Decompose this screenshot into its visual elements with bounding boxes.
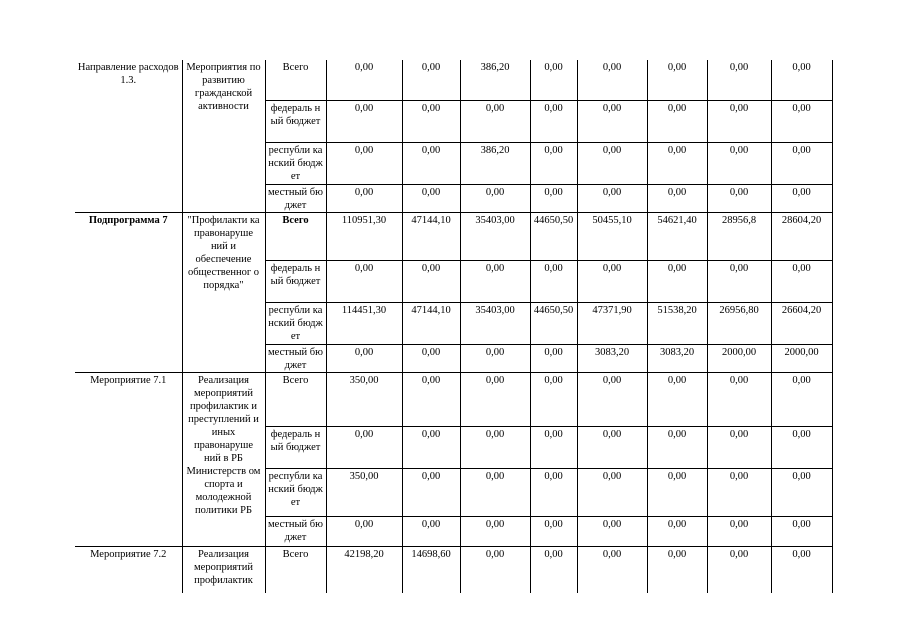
- value-cell: 0,00: [647, 426, 707, 468]
- value-cell: 0,00: [707, 260, 771, 302]
- value-cell: 0,00: [326, 344, 402, 372]
- value-cell: 0,00: [460, 260, 530, 302]
- funding-source: федераль ный бюджет: [265, 100, 326, 142]
- program-description: Реализация мероприятий профилактик и преступлений и иных правонаруше ний в РБ Министерств ом спорта и молодежной политики РБ: [182, 372, 265, 546]
- funding-source: Всего: [265, 546, 326, 593]
- program-description: "Профилакти ка правонаруше ний и обеспечение общественног о порядка": [182, 212, 265, 372]
- value-cell: 0,00: [577, 516, 647, 546]
- value-cell: 0,00: [647, 142, 707, 184]
- value-cell: 110951,30: [326, 212, 402, 260]
- value-cell: 47371,90: [577, 302, 647, 344]
- value-cell: 386,20: [460, 60, 530, 100]
- value-cell: 0,00: [530, 426, 577, 468]
- value-cell: 42198,20: [326, 546, 402, 593]
- value-cell: 0,00: [707, 516, 771, 546]
- program-name: Подпрограмма 7: [75, 212, 182, 372]
- value-cell: 0,00: [402, 60, 460, 100]
- value-cell: 0,00: [530, 100, 577, 142]
- value-cell: 0,00: [647, 546, 707, 593]
- funding-source: Всего: [265, 212, 326, 260]
- value-cell: 2000,00: [707, 344, 771, 372]
- program-name: Мероприятие 7.1: [75, 372, 182, 546]
- value-cell: 3083,20: [577, 344, 647, 372]
- value-cell: 0,00: [326, 260, 402, 302]
- funding-source: местный бюджет: [265, 516, 326, 546]
- value-cell: 0,00: [326, 100, 402, 142]
- funding-source: федераль ный бюджет: [265, 426, 326, 468]
- value-cell: 0,00: [326, 142, 402, 184]
- value-cell: 0,00: [460, 372, 530, 426]
- funding-source: республи канский бюджет: [265, 468, 326, 516]
- value-cell: 386,20: [460, 142, 530, 184]
- value-cell: 0,00: [771, 516, 832, 546]
- value-cell: 0,00: [577, 372, 647, 426]
- value-cell: 0,00: [577, 142, 647, 184]
- value-cell: 0,00: [402, 100, 460, 142]
- table-row: [75, 372, 832, 426]
- value-cell: 0,00: [707, 468, 771, 516]
- value-cell: 0,00: [460, 468, 530, 516]
- value-cell: 26604,20: [771, 302, 832, 344]
- value-cell: 0,00: [530, 142, 577, 184]
- value-cell: 14698,60: [402, 546, 460, 593]
- value-cell: 0,00: [771, 184, 832, 212]
- budget-table: [75, 60, 833, 593]
- value-cell: 0,00: [577, 100, 647, 142]
- value-cell: 0,00: [460, 426, 530, 468]
- value-cell: 0,00: [771, 260, 832, 302]
- value-cell: 0,00: [577, 60, 647, 100]
- value-cell: 0,00: [577, 260, 647, 302]
- value-cell: 0,00: [771, 426, 832, 468]
- value-cell: 0,00: [460, 546, 530, 593]
- value-cell: 0,00: [577, 468, 647, 516]
- value-cell: 0,00: [326, 184, 402, 212]
- value-cell: 0,00: [707, 142, 771, 184]
- value-cell: 0,00: [771, 100, 832, 142]
- value-cell: 44650,50: [530, 302, 577, 344]
- program-description: Реализация мероприятий профилактик: [182, 546, 265, 593]
- value-cell: 350,00: [326, 468, 402, 516]
- value-cell: 0,00: [771, 142, 832, 184]
- value-cell: 0,00: [577, 546, 647, 593]
- table-row: [75, 212, 832, 260]
- value-cell: 0,00: [402, 184, 460, 212]
- value-cell: 0,00: [647, 184, 707, 212]
- value-cell: 28956,8: [707, 212, 771, 260]
- value-cell: 0,00: [577, 184, 647, 212]
- value-cell: 0,00: [707, 184, 771, 212]
- program-name: Мероприятие 7.2: [75, 546, 182, 593]
- program-name: Направление расходов 1.3.: [75, 60, 182, 212]
- funding-source: республи канский бюджет: [265, 302, 326, 344]
- value-cell: 0,00: [771, 372, 832, 426]
- funding-source: Всего: [265, 372, 326, 426]
- value-cell: 0,00: [326, 426, 402, 468]
- value-cell: 0,00: [647, 100, 707, 142]
- value-cell: 0,00: [402, 142, 460, 184]
- value-cell: 35403,00: [460, 302, 530, 344]
- value-cell: 0,00: [647, 516, 707, 546]
- value-cell: 0,00: [402, 372, 460, 426]
- funding-source: местный бюджет: [265, 344, 326, 372]
- value-cell: 0,00: [707, 546, 771, 593]
- value-cell: 0,00: [771, 468, 832, 516]
- table-row: [75, 546, 832, 593]
- value-cell: 0,00: [647, 372, 707, 426]
- value-cell: 0,00: [326, 516, 402, 546]
- value-cell: 0,00: [402, 344, 460, 372]
- value-cell: 0,00: [402, 516, 460, 546]
- funding-source: федераль ный бюджет: [265, 260, 326, 302]
- value-cell: 0,00: [530, 516, 577, 546]
- value-cell: 2000,00: [771, 344, 832, 372]
- value-cell: 54621,40: [647, 212, 707, 260]
- value-cell: 0,00: [530, 184, 577, 212]
- value-cell: 0,00: [707, 426, 771, 468]
- value-cell: 0,00: [402, 426, 460, 468]
- value-cell: 0,00: [771, 60, 832, 100]
- value-cell: 0,00: [771, 546, 832, 593]
- value-cell: 350,00: [326, 372, 402, 426]
- value-cell: 0,00: [460, 344, 530, 372]
- value-cell: 114451,30: [326, 302, 402, 344]
- value-cell: 0,00: [460, 516, 530, 546]
- value-cell: 0,00: [402, 260, 460, 302]
- funding-source: местный бюджет: [265, 184, 326, 212]
- funding-source: Всего: [265, 60, 326, 100]
- program-description: Мероприятия по развитию гражданской активности: [182, 60, 265, 212]
- value-cell: 0,00: [530, 372, 577, 426]
- value-cell: 51538,20: [647, 302, 707, 344]
- value-cell: 0,00: [530, 60, 577, 100]
- value-cell: 28604,20: [771, 212, 832, 260]
- value-cell: 0,00: [326, 60, 402, 100]
- value-cell: 0,00: [530, 344, 577, 372]
- value-cell: 26956,80: [707, 302, 771, 344]
- value-cell: 44650,50: [530, 212, 577, 260]
- value-cell: 47144,10: [402, 212, 460, 260]
- value-cell: 35403,00: [460, 212, 530, 260]
- value-cell: 47144,10: [402, 302, 460, 344]
- value-cell: 3083,20: [647, 344, 707, 372]
- table-row: [75, 60, 832, 100]
- value-cell: 0,00: [707, 60, 771, 100]
- value-cell: 0,00: [577, 426, 647, 468]
- value-cell: 50455,10: [577, 212, 647, 260]
- value-cell: 0,00: [402, 468, 460, 516]
- value-cell: 0,00: [647, 60, 707, 100]
- value-cell: 0,00: [460, 184, 530, 212]
- value-cell: 0,00: [647, 260, 707, 302]
- value-cell: 0,00: [530, 260, 577, 302]
- value-cell: 0,00: [647, 468, 707, 516]
- value-cell: 0,00: [707, 100, 771, 142]
- funding-source: республи канский бюджет: [265, 142, 326, 184]
- value-cell: 0,00: [530, 468, 577, 516]
- value-cell: 0,00: [530, 546, 577, 593]
- value-cell: 0,00: [460, 100, 530, 142]
- value-cell: 0,00: [707, 372, 771, 426]
